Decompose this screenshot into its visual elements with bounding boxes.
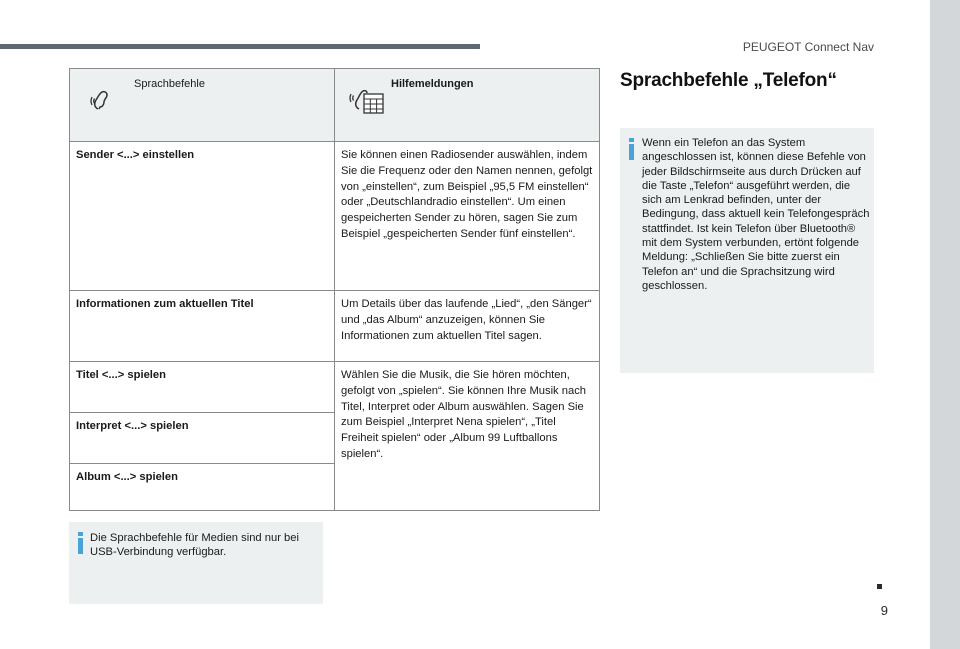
top-rule xyxy=(0,44,480,49)
voice-help-icon xyxy=(349,85,385,121)
command-cell: Sender <...> einstellen xyxy=(70,142,335,291)
note-text: Wenn ein Telefon an das System angeschlossen ist, können diese Befehle von jeder Bildschirmseite aus durch Drücken auf die Taste „Telefon“ ausgeführt werden, die sich am Lenkrad befinden, unter der Bedingung, dass aktuell kein Telefongespräch stattfindet. Ist kein Telefon über Bluetooth® mit dem System verbunden, ertönt folgende Meldung: „Schließen Sie bitte zuerst ein Telefon an“ und die Sprachsitzung wird geschlossen. xyxy=(642,137,870,292)
page-edge-band xyxy=(930,0,960,649)
table-row xyxy=(70,142,600,291)
header-cell-help xyxy=(335,69,600,142)
header-cell-commands xyxy=(70,69,335,142)
help-cell: Um Details über das laufende „Lied“, „den Sänger“ und „das Album“ anzuzeigen, können Sie Informationen zum aktuellen Titel sagen. xyxy=(335,291,600,362)
voice-command-table xyxy=(69,68,600,511)
telephone-note xyxy=(620,128,874,373)
brand-header: PEUGEOT Connect Nav xyxy=(742,40,874,54)
section-title: Sprachbefehle „Telefon“ xyxy=(620,70,837,91)
info-icon xyxy=(628,138,636,160)
table-row xyxy=(70,362,600,413)
help-cell: Wählen Sie die Musik, die Sie hören möchten, gefolgt von „spielen“. Sie können Ihre Musik nach Titel, Interpret oder Album auswählen. Sagen Sie zum Beispiel „Interpret Nena spielen“, „Titel Freiheit spielen“ oder „Album 99 Luftballons spielen“. xyxy=(335,362,600,511)
voice-command-icon xyxy=(90,87,116,119)
command-cell: Album <...> spielen xyxy=(70,464,335,511)
page-marker xyxy=(877,584,882,589)
header-commands-label: Sprachbefehle xyxy=(134,78,205,90)
info-icon xyxy=(77,532,85,554)
note-text: Die Sprachbefehle für Medien sind nur bei USB-Verbindung verfügbar. xyxy=(90,532,299,559)
help-cell: Sie können einen Radiosender auswählen, indem Sie die Frequenz oder den Namen nennen, gefolgt von „einstellen“, zum Beispiel „95,5 FM einstellen“ oder „Deutschlandradio einstellen“. Um einen gespeicherten Sender zu hören, sagen Sie zum Beispiel „gespeicherten Sender fünf einstellen“. xyxy=(335,142,600,291)
page-number: 9 xyxy=(880,603,888,618)
command-cell: Informationen zum aktuellen Titel xyxy=(70,291,335,362)
command-cell: Titel <...> spielen xyxy=(70,362,335,413)
media-usb-note xyxy=(69,522,323,604)
table-row xyxy=(70,291,600,362)
command-cell: Interpret <...> spielen xyxy=(70,413,335,464)
header-help-label: Hilfemeldungen xyxy=(391,78,474,90)
table-header-row xyxy=(70,69,600,142)
